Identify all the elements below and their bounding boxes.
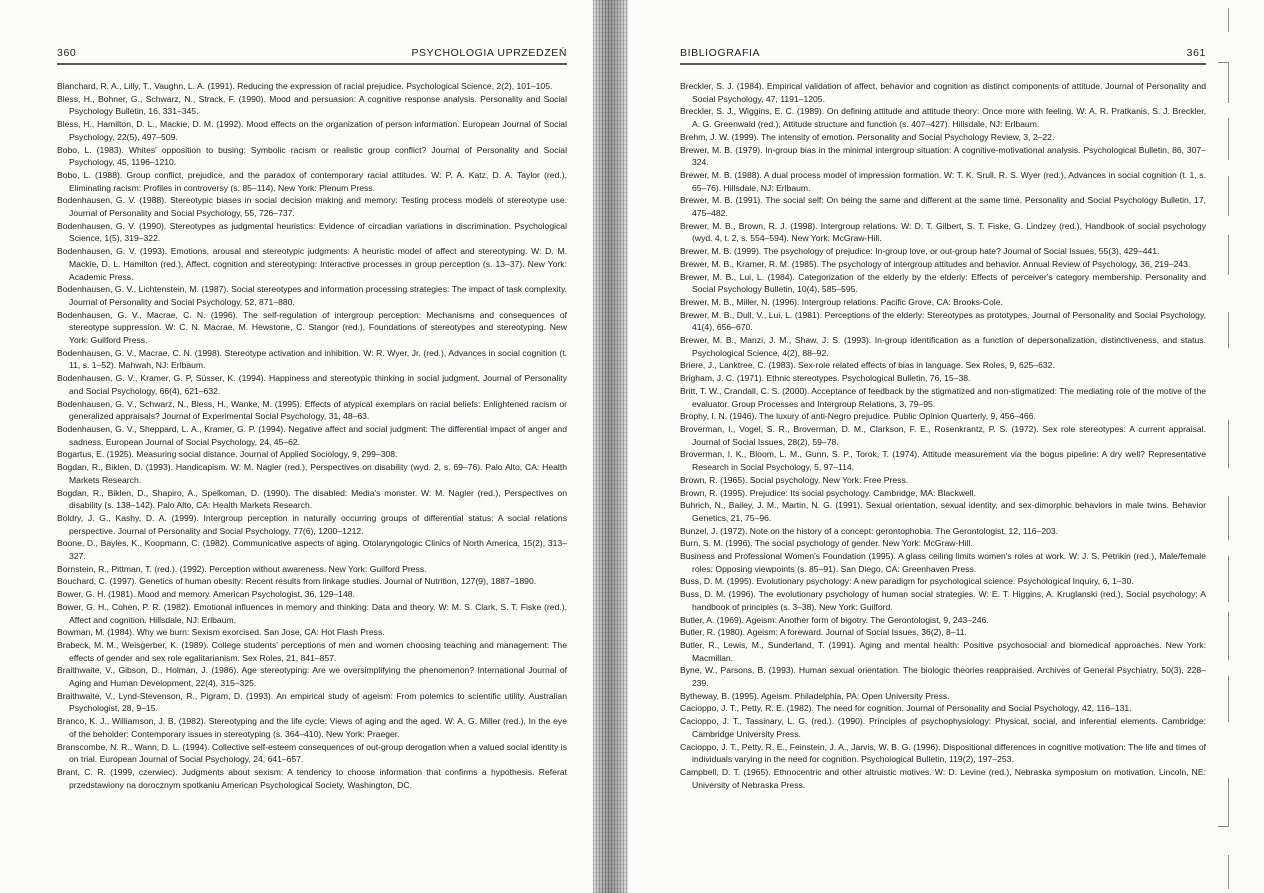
page-number: 360 xyxy=(57,47,77,59)
reference-entry: Branscombe, N. R., Wann, D. L. (1994). Collective self-esteem consequences of out-group derogation when a valued social identity is on trial. European Journal of Social Psychology, 24, 641–657. xyxy=(57,741,567,765)
reference-entry: Brewer, M. B. (1988). A dual process model of impression formation. W: T. K. Srull, R. S. Wyer (red.), Advances in social cognition (t. 1, s. 65–76). Hillsdale, NJ: Erlbaum. xyxy=(680,169,1206,193)
reference-entry: Bodenhausen, G. V. (1993). Emotions, arousal and stereotypic judgments: A heuristic model of affect and stereotyping. W: D. M. Mackie, D. L. Hamilton (red.), Affect, cognition and stereotyping: Interactive processes in group perception (s. 13–37). New York: Academic Press. xyxy=(57,246,567,282)
reference-entry: Brophy, I. N. (1946). The luxury of anti-Negro prejudice. Public Opinion Quarterly, 9, 456–466. xyxy=(680,411,1036,422)
reference-entry: Braithwaite, V., Lynd-Stevenson, R., Pigram, D. (1993). An empirical study of ageism: From polemics to scientific utility. Australian Psychologist, 28, 9–15. xyxy=(57,690,567,714)
reference-entry: Bless, H., Hamilton, D. L., Mackie, D. M. (1992). Mood effects on the organization of person information. European Journal of Social Psychology, 22(5), 497–509. xyxy=(57,119,567,142)
reference-entry: Bodenhausen, G. V., Lichtenstein, M. (1987). Social stereotypes and information processing strategies: The impact of task complexity. Journal of Personality and Social Psychology, 52, 871–880. xyxy=(57,284,567,307)
page-edge-marks xyxy=(1218,0,1264,893)
reference-entry: Cacioppo, J. T., Petty, R. E. (1982). The need for cognition. Journal of Personality and Social Psychology, 42, 116–131. xyxy=(680,703,1132,714)
book-gutter xyxy=(593,0,628,893)
edge-mark xyxy=(1218,612,1229,660)
edge-mark xyxy=(1218,420,1229,468)
reference-entry: Bornstein, R., Pittman, T. (red.). (1992). Perception without awareness. New York: Guilford Press. xyxy=(57,563,427,574)
edge-mark xyxy=(1218,235,1229,275)
header-rule xyxy=(680,63,1206,65)
reference-entry: Brewer, M. B. (1999). The psychology of prejudice: In-group love, or out-group hate? Journal of Social Issues, 55(3), 429–441. xyxy=(680,246,1160,257)
reference-entry: Bower, G. H. (1981). Mood and memory. American Psychologist, 36, 129–148. xyxy=(57,589,355,600)
reference-entry: Broverman, I., Vogel, S. R., Broverman, D. M., Clarkson, F. E., Rosenkrantz, P. S. (1972). Sex role stereotypes: A current appraisal. Journal of Social Issues, 28(2), 59–78. xyxy=(680,423,1206,447)
reference-entry: Butler, A. (1969). Ageism: Another form of bigotry. The Gerontologist, 9, 243–246. xyxy=(680,614,989,625)
reference-entry: Bogdan, R., Biklen, D., Shapiro, A., Spelkoman, D. (1990). The disabled: Media's monster. W: M. Nagler (red.), Perspectives on disability (s. 138–142). Palo Alto, CA: Health Markets Research. xyxy=(57,487,567,511)
reference-entry: Bobo, L. (1988). Group conflict, prejudice, and the paradox of contemporary racial attitudes. W: P. A. Katz, D. A. Taylor (red.), Eliminating racism: Profiles in controversy (s. 85–114). New York: Plenum Press. xyxy=(57,169,567,193)
reference-entry: Brown, R. (1995). Prejudice: Its social psychology. Cambridge, MA: Blackwell. xyxy=(680,487,976,498)
reference-entry: Brewer, M. B. (1991). The social self: On being the same and different at the same time. Personality and Social Psychology Bulletin, 17, 475–482. xyxy=(680,195,1206,219)
reference-entry: Boldry, J. G., Kashy, D. A. (1999). Intergroup perception in naturally occurring groups of differential status: A social relations perspective. Journal of Personality and Social Psychology, 77(6), 1200–1212. xyxy=(57,512,567,536)
reference-entry: Bytheway, B. (1995). Ageism. Philadelphia, PA: Open University Press. xyxy=(680,690,950,701)
reference-entry: Breckler, S. J., Wiggins, E. C. (1989). On defining attitude and attitude theory: Once more with feeling. W: A. R. Pratkanis, S. J. Breckler, A. G. Greenwald (red.), Attitude structure and function (s. 407–427). Hillsdale, NJ: Erlbaum. xyxy=(680,106,1206,130)
running-title: BIBLIOGRAFIA xyxy=(680,47,761,59)
reference-entry: Broverman, I. K., Bloom, L. M., Gunn, S. P., Torok, T. (1974). Attitude measurement via the bogus pipeline: A dry well? Representative Research in Social Psychology, 5, 97–114. xyxy=(680,449,1206,473)
reference-entry: Bogdan, R., Biklen, D. (1993). Handicapism. W: M. Nagler (red.), Perspectives on disability (wyd. 2, s. 69–76). Palo Alto, CA: Health Markets Research. xyxy=(57,462,567,485)
reference-entry: Bodenhausen, G. V., Macrae, C. N. (1998). Stereotype activation and inhibition. W: R. Wyer, Jr. (red.), Advances in social cognition (t. 11, s. 1–52). Mahwah, NJ: Erlbaum. xyxy=(57,347,567,371)
reference-entry: Brewer, M. B., Miller, N. (1996). Intergroup relations. Pacific Grove, CA: Brooks-Cole. xyxy=(680,296,1003,307)
edge-mark xyxy=(1218,8,1229,32)
reference-list xyxy=(680,80,1206,791)
reference-entry: Brewer, M. B. (1979). In-group bias in the minimal intergroup situation: A cognitive-motivational analysis. Psychological Bulletin, 86, 307–324. xyxy=(680,144,1206,168)
page-number: 361 xyxy=(1186,47,1206,59)
reference-entry: Cacioppo, J. T., Tassinary, L. G. (red.). (1990). Principles of psychophysiology: Physical, social, and inferential elements. Cambridge: Cambridge University Press. xyxy=(680,716,1206,739)
reference-entry: Cacioppo, J. T., Petty, R. E., Feinstein, J. A., Jarvis, W. B. G. (1996). Dispositional differences in cognitive motivation: The life and times of individuals varying in the need for cognition. Psychological Bulletin, 119(2), 197–253. xyxy=(680,741,1206,765)
reference-entry: Brant, C. R. (1999, czerwiec). Judgments about sexism: A tendency to choose information that confirms a hypothesis. Referat przedstawiony na dorocznym spotkaniu American Psychological Society, Washington, DC. xyxy=(57,766,567,790)
reference-entry: Bogartus, E. (1925). Measuring social distance. Journal of Applied Sociology, 9, 299–308. xyxy=(57,449,398,460)
reference-entry: Brewer, M. B., Kramer, R. M. (1985). The psychology of intergroup attitudes and behavior. Annual Review of Psychology, 36, 219–243. xyxy=(680,258,1191,269)
reference-entry: Bodenhausen, G. V. (1990). Stereotypes as judgmental heuristics: Evidence of circadian variations in discrimination. Psychological Science, 1(5), 319–322. xyxy=(57,220,567,244)
edge-mark xyxy=(1218,778,1229,827)
reference-entry: Brewer, M. B., Lui, L. (1984). Categorization of the elderly by the elderly: Effects of perceiver's category membership. Personality and Social Psychology Bulletin, 10(4), 585–595. xyxy=(680,271,1206,295)
right-page xyxy=(628,0,1264,893)
reference-entry: Bodenhausen, G. V., Schwarz, N., Bless, H., Wanke, M. (1995). Effects of atypical exemplars on racial beliefs: Enlightened racism or generalized appraisals? Journal of Experimental Social Psychology, 31, 48–63. xyxy=(57,398,567,422)
reference-entry: Brabeck, M. M., Weisgerber, K. (1989). College students' perceptions of men and women choosing teaching and management: The effects of gender and sex role egalitarianism. Sex Roles, 21, 841–857. xyxy=(57,639,567,663)
edge-mark xyxy=(1218,676,1229,722)
reference-entry: Bless, H., Bohner, G., Schwarz, N., Strack, F. (1990). Mood and persuasion: A cognitive response analysis. Personality and Social Psychology Bulletin, 16, 331–345. xyxy=(57,93,567,117)
running-title: PSYCHOLOGIA UPRZEDZEŃ xyxy=(411,47,567,59)
reference-entry: Branco, K. J., Williamson, J. B. (1982). Stereotyping and the life cycle: Views of aging and the aged. W: A. G. Miller (red.), In the eye of the beholder: Contemporary issues in stereotyping (s. 364–410). New York: Praeger. xyxy=(57,716,567,739)
edge-mark xyxy=(1218,556,1229,602)
reference-entry: Byne, W., Parsons, B. (1993). Human sexual orientation. The biologic theories reappraised. Archives of General Psychiatry, 50(3), 228–239. xyxy=(680,665,1206,689)
left-page xyxy=(0,0,593,893)
reference-entry: Buhrich, N., Bailey, J. M., Martin, N. G. (1991). Sexual orientation, sexual identity, and sex-dimorphic behaviors in male twins. Behavior Genetics, 21, 75–96. xyxy=(680,500,1206,523)
reference-entry: Brewer, M. B., Manzi, J. M., Shaw, J. S. (1993). In-group identification as a function of depersonalization, distinctiveness, and status. Psychological Science, 4(2), 88–92. xyxy=(680,335,1206,358)
reference-entry: Bodenhausen, G. V. (1988). Stereotypic biases in social decision making and memory: Testing process models of stereotype use. Journal of Personality and Social Psychology, 55, 726–737. xyxy=(57,195,567,219)
reference-entry: Brewer, M. B., Dull, V., Lui, L. (1981). Perceptions of the elderly: Stereotypes as prototypes. Journal of Personality and Social Psychology, 41(4), 656–670. xyxy=(680,309,1206,333)
reference-entry: Bowman, M. (1984). Why we burn: Sexism exorcised. San Jose, CA: Hot Flash Press. xyxy=(57,627,385,638)
reference-list xyxy=(57,80,567,791)
edge-mark xyxy=(1218,312,1229,348)
reference-entry: Bodenhausen, G. V., Kramer, G. P, Süsser, K. (1994). Happiness and stereotypic thinking in social judgment. Journal of Personality and Social Psychology, 66(4), 621–632. xyxy=(57,373,567,396)
reference-entry: Bunzel, J. (1972). Note on the history of a concept: gerontophobia. The Gerontologist, 12, 116–203. xyxy=(680,525,1059,536)
reference-entry: Briere, J., Lanktree, C. (1983). Sex-role related effects of bias in language. Sex Roles, 9, 625–632. xyxy=(680,360,1055,371)
reference-entry: Boone, D., Bayles, K., Koopmann, C. (1982). Communicative aspects of aging. Otolaryngologic Clinics of North America, 15(2), 313–327. xyxy=(57,538,567,562)
reference-entry: Breckler, S. J. (1984). Empirical validation of affect, behavior and cognition as distinct components of attitude. Journal of Personality and Social Psychology, 47, 1191–1205. xyxy=(680,81,1206,104)
reference-entry: Brewer, M. B., Brown, R. J. (1998). Intergroup relations. W: D. T. Gilbert, S. T. Fiske, G. Lindzey (red.), Handbook of social psychology (wyd. 4, t. 2, s. 554–594). New York: McGraw-Hill. xyxy=(680,220,1206,244)
edge-mark xyxy=(1218,176,1229,216)
reference-entry: Braithwaite, V., Gibson, D., Holman, J. (1986). Age stereotyping: Are we oversimplifying the phenomenon? International Journal of Aging and Human Development, 22(4), 315–325. xyxy=(57,665,567,689)
reference-entry: Brigham, J. C. (1971). Ethnic stereotypes. Psychological Bulletin, 76, 15–38. xyxy=(680,373,971,384)
reference-entry: Bouchard, C. (1997). Genetics of human obesity: Recent results from linkage studies. Journal of Nutrition, 127(9), 1887–1890. xyxy=(57,576,537,587)
reference-entry: Buss, D. M. (1995). Evolutionary psychology: A new paradigm for psychological science. Psychological Inquiry, 6, 1–30. xyxy=(680,576,1134,587)
reference-entry: Brehm, J. W. (1999). The intensity of emotion. Personality and Social Psychology Review, 3, 2–22. xyxy=(680,131,1055,142)
reference-entry: Butler, R. (1980). Ageism: A foreward. Journal of Social Issues, 36(2), 8–11. xyxy=(680,627,967,638)
reference-entry: Blanchard, R. A., Lilly, T., Vaughn, L. A. (1991). Reducing the expression of racial prejudice. Psychological Science, 2(2), 101–105. xyxy=(57,81,553,91)
reference-entry: Bobo, L. (1983). Whites' opposition to busing: Symbolic racism or realistic group conflict? Journal of Personality and Social Psychology, 45, 1196–1210. xyxy=(57,144,567,168)
edge-mark xyxy=(1218,62,1229,103)
reference-entry: Brown, R. (1965). Social psychology. New York: Free Press. xyxy=(680,474,909,485)
edge-mark xyxy=(1218,855,1229,889)
reference-entry: Buss, D. M. (1996). The evolutionary psychology of human social strategies. W: E. T. Higgins, A. Kruglanski (red.), Social psychology: A handbook of principles (s. 3–38). New York: Guilford. xyxy=(680,589,1206,612)
edge-mark xyxy=(1218,496,1229,540)
reference-entry: Campbell, D. T. (1965). Ethnocentric and other altruistic motives. W: D. Levine (red.), Nebraska symposium on motivation. Lincoln, NE: University of Nebraska Press. xyxy=(680,766,1206,790)
edge-mark xyxy=(1218,118,1229,160)
reference-entry: Butler, R., Lewis, M., Sunderland, T. (1991). Aging and mental health: Positive psychosocial and biomedical approaches. New York: Macmillan. xyxy=(680,639,1206,663)
reference-entry: Burn, S. M. (1996). The social psychology of gender. New York: McGraw-Hill. xyxy=(680,538,973,549)
reference-entry: Bodenhausen, G. V., Sheppard, L. A., Kramer, G. P. (1994). Negative affect and social judgment: The differential impact of anger and sadness. European Journal of Social Psychology, 24, 45–62. xyxy=(57,423,567,447)
header-rule xyxy=(57,63,567,65)
reference-entry: Business and Professional Women's Foundation (1995). A glass ceiling limits women's roles at work. W: J. S. Petrikin (red.), Male/female roles: Opposing viewpoints (s. 85–91). San Diego, CA: Greenhaven Press. xyxy=(680,551,1206,574)
reference-entry: Bower, G. H., Cohen, P. R. (1982). Emotional influences in memory and thinking: Data and theory. W: M. S. Clark, S. T. Fiske (red.), Affect and cognition. Hillsdale, NJ: Erlbaum. xyxy=(57,601,567,625)
reference-entry: Britt, T. W., Crandall, C. S. (2000). Acceptance of feedback by the stigmatized and non-stigmatized: The mediating role of the motive of the evaluator. Group Processes and Intergroup Relations, 3, 79–95. xyxy=(680,385,1206,409)
reference-entry: Bodenhausen, G. V., Macrae, C. N. (1996). The self-regulation of intergroup perception: Mechanisms and consequences of stereotype suppression. W: C. N. Macrae, M. Hewstone, C. Stangor (red.), Foundations of stereotypes and stereotyping. New York: Guilford Press. xyxy=(57,309,567,346)
